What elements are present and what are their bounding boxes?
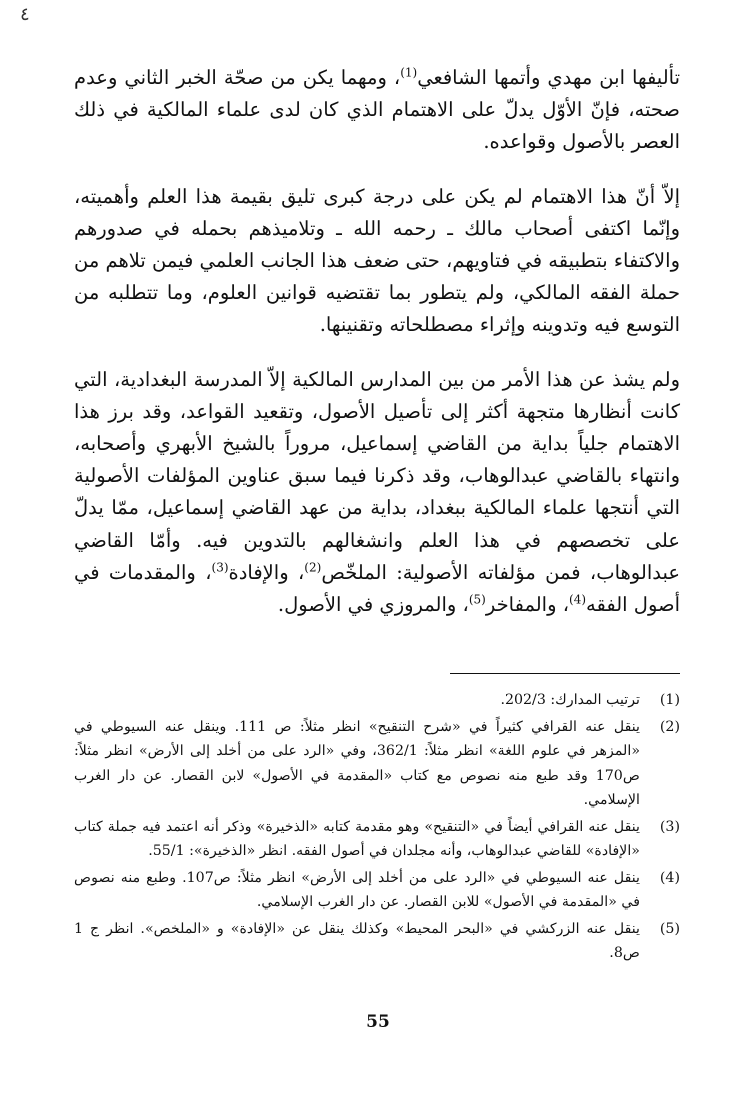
paragraph-text: ، ومهما يكن من صحّة الخبر الثاني وعدم صحته، فإنّ الأوّل يدلّ على الاهتمام الذي كان لدى علماء المالكية في ذلك العصر بالأصول وقواعده. xyxy=(74,66,680,154)
footnote-text: ينقل عنه الزركشي في «البحر المحيط» وكذلك ينقل عن «الإفادة» و «الملخص». انظر ج 1 ص8. xyxy=(74,920,640,962)
footnotes xyxy=(74,688,680,966)
footnote xyxy=(74,815,680,864)
footnote-number: (3) xyxy=(659,818,680,835)
paragraph-text: ، والمروزي في الأصول. xyxy=(277,593,469,617)
main-text xyxy=(74,62,680,621)
footnote-reference[interactable]: (2) xyxy=(304,560,322,575)
paragraph xyxy=(74,62,680,159)
paragraph-text: ، والمفاخر xyxy=(485,593,570,617)
footnote-text: ينقل عنه القرافي أيضاً في «التنقيح» وهو مقدمة كتابه «الذخيرة» وذكر أنه اعتمد فيه جملة كتاب «الإفادة» للقاضي عبدالوهاب، وأنه مجلدان في أصول الفقه. انظر «الذخيرة»: 55/1. xyxy=(74,818,641,860)
footnote-separator-wrap xyxy=(74,673,680,674)
footnote xyxy=(74,866,680,915)
footnote xyxy=(74,715,680,813)
paragraph-text: ، والإفادة xyxy=(228,560,305,584)
footnote-reference[interactable]: (4) xyxy=(569,592,587,607)
footnote-reference[interactable]: (1) xyxy=(400,65,418,80)
footnote-reference[interactable]: (3) xyxy=(211,560,229,575)
paragraph xyxy=(74,181,680,342)
corner-mark: ٤ xyxy=(20,4,30,25)
paragraph-text: تأليفها ابن مهدي وأتمها الشافعي xyxy=(417,66,680,89)
footnote xyxy=(74,917,680,966)
footnote-number: (4) xyxy=(659,869,680,886)
paragraph xyxy=(74,364,680,622)
page-number: 55 xyxy=(366,1012,390,1032)
footnote-text: ينقل عنه القرافي كثيراً في «شرح التنقيح» انظر مثلاً: ص 111. وينقل عنه السيوطي في «المزهر في علوم اللغة» انظر مثلاً: 362/1، وفي «الرد على من أخلد إلى الأرض» انظر مثلاً: ص170 وقد طبع منه نصوص مع كتاب «المقدمة في الأصول» لابن القصار. عن دار الغرب الإسلامي. xyxy=(74,718,641,809)
footnote-separator xyxy=(450,673,680,674)
footnote-reference[interactable]: (5) xyxy=(468,592,486,607)
paragraph-text: ، والمقدمات في أصول الفقه xyxy=(74,560,680,617)
footnote-text: ترتيب المدارك: 202/3. xyxy=(500,692,640,709)
paragraph-text: ولم يشذ عن هذا الأمر من بين المدارس المالكية إلاّ المدرسة البغدادية، التي كانت أنظارها متجهة أكثر إلى تأصيل الأصول، وتقعيد القواعد، وقد برز هذا الاهتمام جلياً بداية من القاضي إسماعيل، مروراً بالشيخ الأبهري وأصحابه، وانتهاء بالقاضي عبدالوهاب، وقد ذكرنا فيما سبق عناوين المؤلفات الأصولية التي أنتجها علماء المالكية ببغداد، بداية من عهد القاضي إسماعيل، ممّا يدلّ على تخصصهم في هذا العلم وانشغالهم بالتدوين فيه. وأمّا القاضي عبدالوهاب، فمن مؤلفاته الأصولية: الملخّص xyxy=(74,367,680,584)
page-body xyxy=(74,62,680,968)
footnote-text: ينقل عنه السيوطي في «الرد على من أخلد إلى الأرض» انظر مثلاً: ص107. وطبع منه نصوص في «المقدمة في الأصول» للابن القصار. عن دار الغرب الإسلامي. xyxy=(74,869,640,911)
footnote-number: (2) xyxy=(659,718,680,735)
footnote-number: (5) xyxy=(659,920,680,937)
footnote-number: (1) xyxy=(659,692,680,709)
footnote xyxy=(74,688,680,713)
paragraph-text: إلاّ أنّ هذا الاهتمام لم يكن على درجة كبرى تليق بقيمة هذا العلم وأهميته، وإنّما اكتفى أصحاب مالك ـ رحمه الله ـ وتلاميذهم بحمله في صدورهم والاكتفاء بتطبيقه في فتاويهم، حتى ضعف هذا الجانب العلمي فيمن تلاهم من حملة الفقه المالكي، ولم يتطور بما تقتضيه قوانين العلوم، وما تتطلبه من التوسع فيه وتدوينه وإثراء مصطلحاته وتقنينها. xyxy=(74,184,680,337)
